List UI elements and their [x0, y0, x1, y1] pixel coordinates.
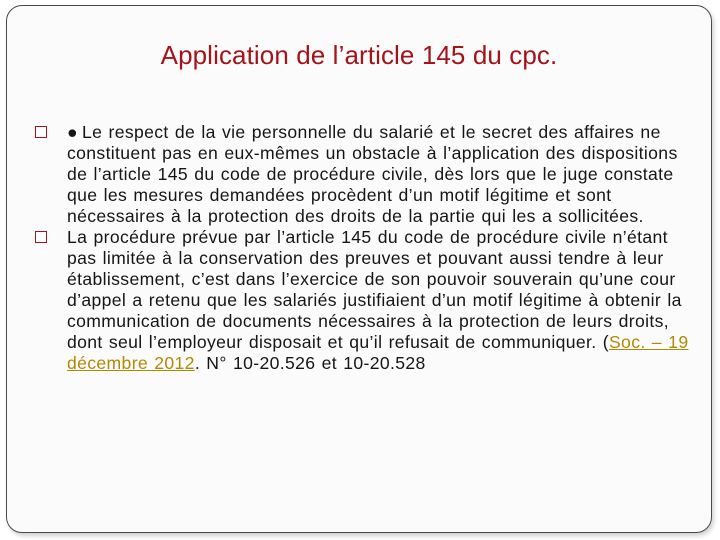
slide-body — [35, 122, 691, 374]
slide-title: Application de l’article 145 du cpc. — [160, 40, 558, 70]
bullet-item-1 — [35, 122, 691, 227]
citation-link[interactable]: Soc. – 19 décembre 2012 — [67, 332, 689, 373]
bullet-text-2-tail: . N° 10-20.526 et 10-20.528 — [194, 353, 426, 373]
bullet-text-2: La procédure prévue par l’article 145 du code de procédure civile n’étant pas limitée à la conservation des preuves et pouvant aussi tendre à leur établissement, c’est dans l’exercice de son pouvoir souverain qu’une cour d’appel a retenu que les salariés justifiaient d’un motif légitime à obtenir la communication de documents nécessaires à la protection de leurs droits, dont seul l’employeur disposait et qu’il refusait de communiquer. ( — [67, 227, 682, 352]
bullet-text-1: Le respect de la vie personnelle du salarié et le secret des affaires ne constituent pas en eux-mêmes un obstacle à l’application des dispositions de l’article 145 du code de procédure civile, dès lors que le juge constate que les mesures demandées procèdent d’un motif légitime et sont nécessaires à la protection des droits de la partie qui les a sollicitées. — [67, 122, 678, 226]
square-bullet-icon — [35, 231, 47, 243]
square-bullet-icon — [35, 126, 47, 138]
dot-bullet-icon: ● — [67, 122, 78, 142]
bullet-item-2 — [35, 227, 691, 374]
slide-frame — [6, 5, 712, 533]
